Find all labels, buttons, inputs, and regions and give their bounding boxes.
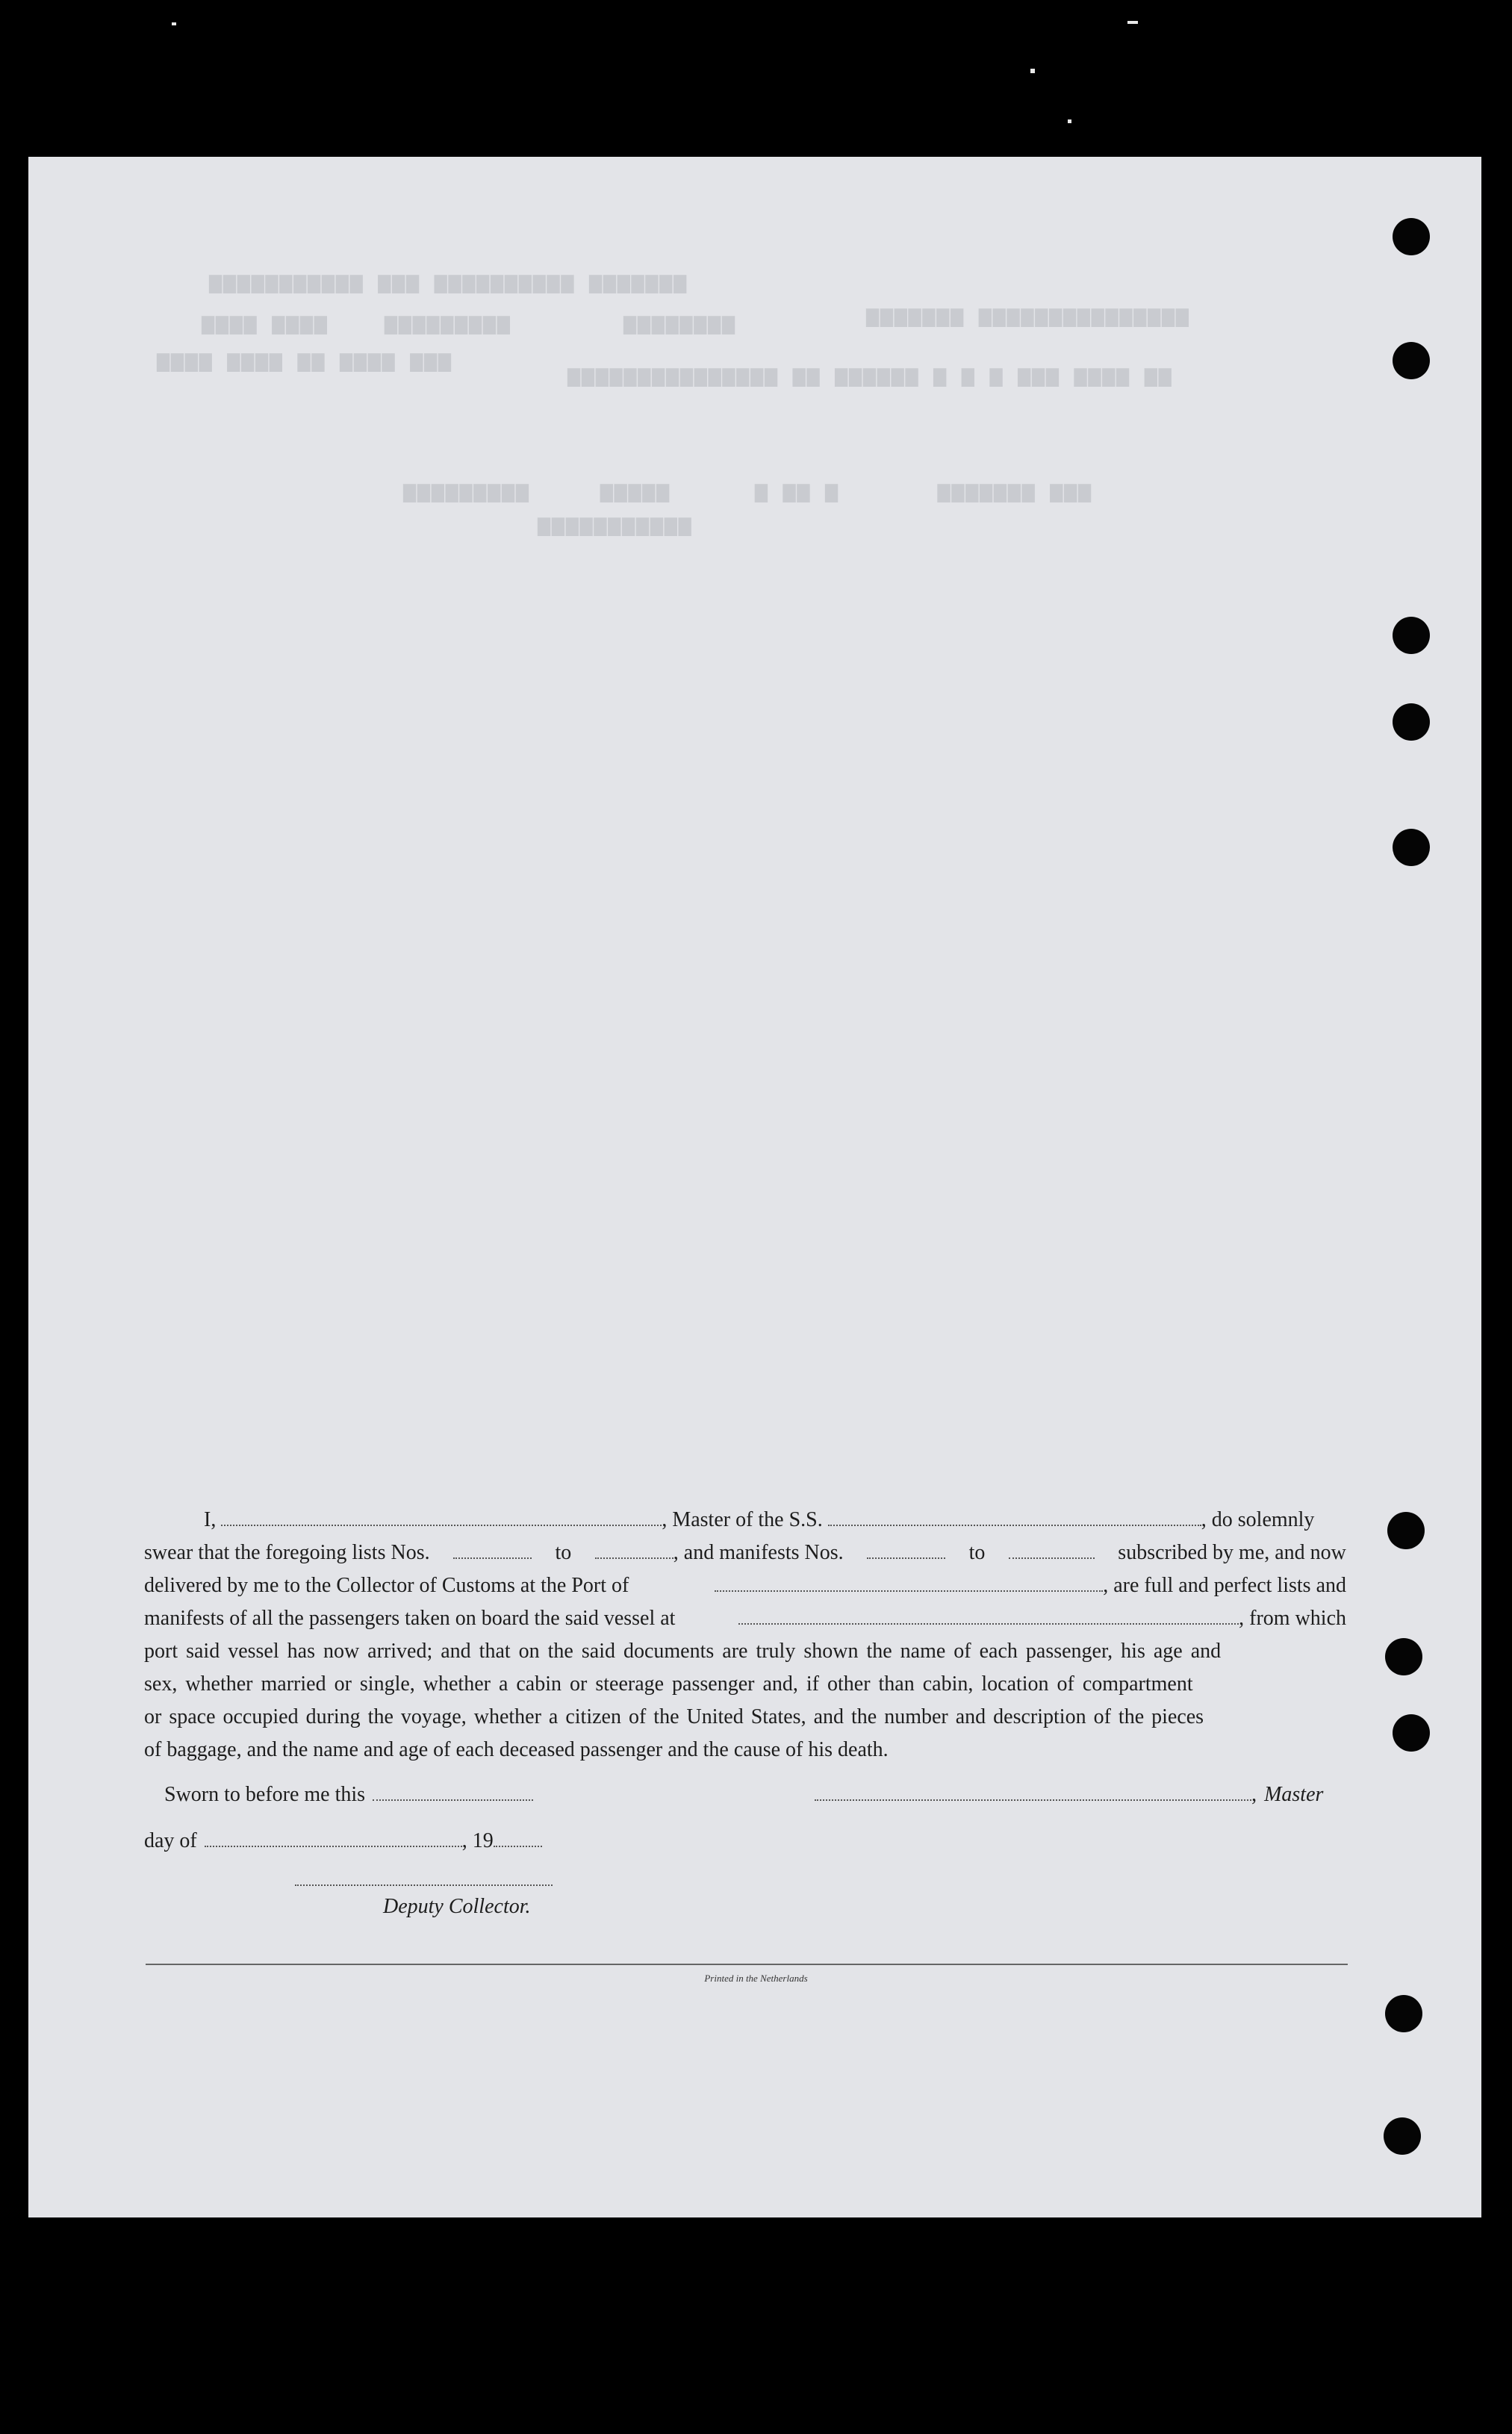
declaration-line-4 [144, 1607, 1346, 1640]
manifest-no-to-field[interactable] [1009, 1544, 1095, 1559]
day-of-label: day of [144, 1829, 197, 1852]
master-name-field[interactable] [221, 1511, 662, 1526]
binder-hole [1393, 1714, 1430, 1752]
declaration-text: , and manifests Nos. [673, 1541, 844, 1564]
port-field[interactable] [715, 1577, 1103, 1592]
declaration-text: of baggage, and the name and age of each deceased passenger and the cause of his death. [144, 1738, 889, 1761]
sworn-row [144, 1783, 1346, 1807]
declaration-text: I, [204, 1508, 217, 1531]
master-label: Master [1264, 1783, 1324, 1806]
declaration-text: delivered by me to the Collector of Customs at the Port of [144, 1574, 629, 1597]
manifest-no-from-field[interactable] [867, 1544, 945, 1559]
list-no-from-field[interactable] [453, 1544, 532, 1559]
declaration-text: manifests of all the passengers taken on board the said vessel at [144, 1607, 676, 1630]
declaration-text: or space occupied during the voyage, whether a citizen of the United States, and the number and description of the pieces [144, 1705, 1204, 1728]
sworn-date-field[interactable] [373, 1786, 533, 1801]
master-prefix: , [1251, 1783, 1257, 1806]
declaration-text: subscribed by me, and now [1118, 1541, 1346, 1564]
bleed-through-text: ▆▆▆ ▆▆▆▆▆▆▆ ▆ ▆▆ ▆ ▆▆▆▆▆ ▆▆▆▆▆▆▆▆▆ [402, 481, 1091, 504]
declaration-line-5 [144, 1640, 1346, 1672]
declaration-line-1 [144, 1508, 1346, 1541]
deputy-signature-field[interactable] [295, 1884, 553, 1886]
printer-imprint: Printed in the Netherlands [704, 1973, 808, 1984]
year-field[interactable] [494, 1832, 542, 1847]
declaration-text: , are full and perfect lists and [1103, 1574, 1346, 1597]
year-prefix: , 19 [461, 1829, 494, 1852]
declaration-line-6 [144, 1672, 1346, 1705]
declaration-text: , do solemnly [1201, 1508, 1315, 1531]
declaration-line-8 [144, 1738, 1346, 1771]
declaration-line-7 [144, 1705, 1346, 1738]
bleed-through-text: ▆▆▆▆▆▆▆▆▆▆▆ [536, 514, 691, 538]
bleed-through-text: ▆▆▆ ▆▆▆▆ ▆▆ ▆▆▆▆ ▆▆▆▆ [155, 350, 451, 373]
binder-hole [1385, 1638, 1422, 1675]
binder-hole [1387, 1512, 1425, 1549]
sworn-label: Sworn to before me this [164, 1783, 366, 1806]
bleed-through-text: ▆▆▆▆▆▆▆▆ ▆▆▆▆▆▆▆▆▆ ▆▆▆▆ ▆▆▆▆ [200, 313, 735, 336]
declaration-line-3 [144, 1574, 1346, 1607]
bleed-through-text: ▆▆ ▆▆▆▆ ▆▆▆ ▆ ▆ ▆ ▆▆▆▆▆▆ ▆▆ ▆▆▆▆▆▆▆▆▆▆▆▆▆▆▆ [566, 365, 1172, 388]
declaration-text: sex, whether married or single, whether a cabin or steerage passenger and, if other than cabin, location of compartment [144, 1672, 1193, 1696]
day-of-row [144, 1829, 1346, 1853]
deputy-collector-label: Deputy Collector. [383, 1895, 531, 1918]
master-signature-field[interactable] [815, 1786, 1251, 1801]
frame-speck [172, 22, 176, 25]
list-no-to-field[interactable] [595, 1544, 673, 1559]
day-of-field[interactable] [205, 1832, 462, 1847]
binder-hole [1384, 2117, 1421, 2155]
binder-hole [1393, 218, 1430, 255]
binder-hole [1393, 342, 1430, 379]
declaration-text: to [555, 1541, 572, 1564]
binder-hole [1393, 829, 1430, 866]
declaration-text: , from which [1239, 1607, 1346, 1630]
frame-speck [1127, 21, 1138, 24]
frame-speck [1030, 69, 1035, 73]
bleed-through-text: ▆▆▆▆▆▆▆ ▆▆▆▆▆▆▆▆▆▆ ▆▆▆ ▆▆▆▆▆▆▆▆▆▆▆ [208, 272, 686, 295]
declaration-line-2 [144, 1541, 1346, 1574]
binder-hole [1393, 703, 1430, 741]
declaration-text: port said vessel has now arrived; and that on the said documents are truly shown the name of each passenger, his age and [144, 1640, 1222, 1663]
declaration-text: to [968, 1541, 986, 1564]
binder-hole [1385, 1995, 1422, 2032]
binder-hole [1393, 617, 1430, 654]
declaration-text: , Master of the S.S. [662, 1508, 823, 1531]
master-declaration [144, 1508, 1346, 1919]
departure-port-field[interactable] [738, 1610, 1239, 1625]
footer-rule [146, 1964, 1348, 1965]
bleed-through-text: ▆▆▆▆▆▆▆▆▆▆▆▆▆▆▆ ▆▆▆▆▆▆▆ [865, 305, 1189, 329]
declaration-text: swear that the foregoing lists Nos. [144, 1541, 430, 1564]
ship-name-field[interactable] [828, 1511, 1201, 1526]
frame-speck [1068, 119, 1071, 123]
